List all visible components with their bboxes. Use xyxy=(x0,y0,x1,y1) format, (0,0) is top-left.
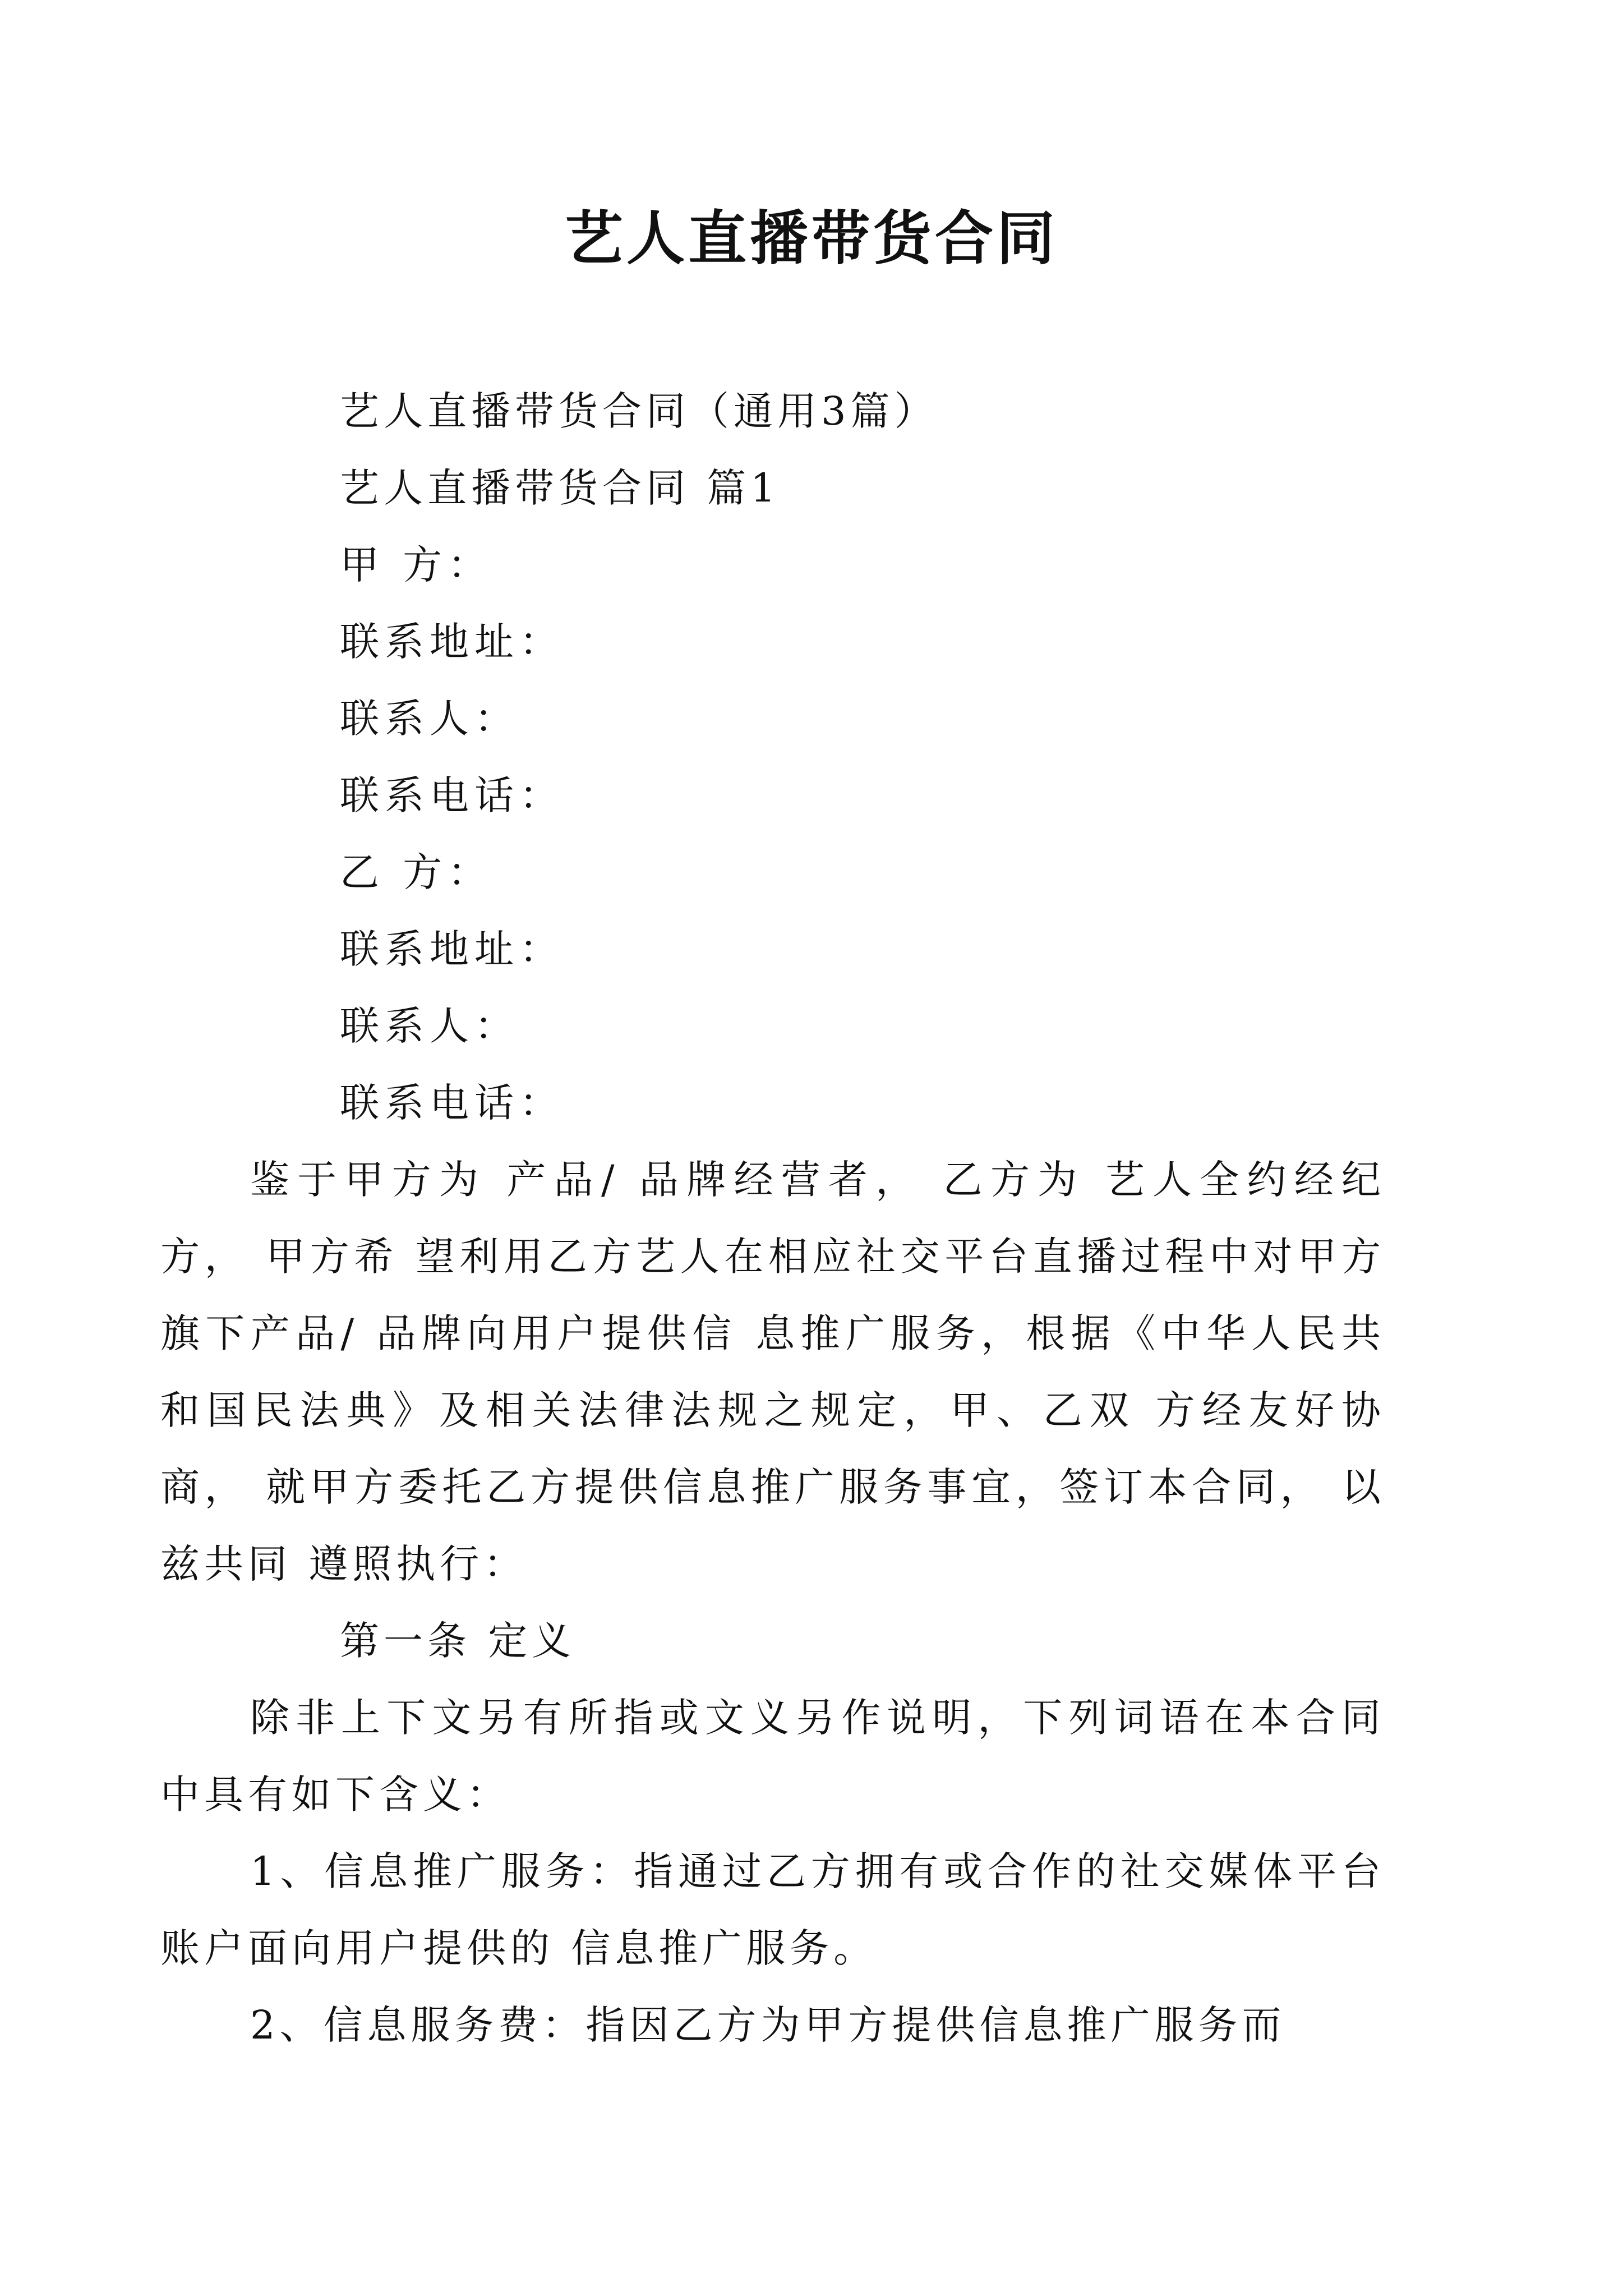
party-a-address-label: 联系地址： xyxy=(340,619,564,665)
subtitle: 艺人直播带货合同（通用3篇） xyxy=(340,388,938,434)
party-b-contact-label: 联系人： xyxy=(340,1003,519,1049)
party-a-label: 甲 方： xyxy=(340,542,493,588)
part-heading: 艺人直播带货合同 篇1 xyxy=(340,465,780,511)
party-b-address-label: 联系地址： xyxy=(340,926,564,972)
document-title: 艺人直播带货合同 xyxy=(564,204,1058,273)
definition-item: 2、信息服务费：指因乙方为甲方提供信息推广服务而 xyxy=(250,2002,1286,2048)
recital-paragraph: 鉴于甲方为 产品/ 品牌经营者， 乙方为 艺人全约经纪方， 甲方希 望利用乙方艺人在相应社交平台直播过程中对甲方旗下产品/ 品牌向用户提供信 息推广服务，根据《中华人民共和国民法典》及相关法律法规之规定，甲、乙双 方经友好协商， 就甲方委托乙方提供信息推广服务事宜，签订本合同， 以兹共同 遵照执行： xyxy=(160,1157,1385,1587)
document-body xyxy=(160,373,1385,2064)
article-1-intro: 除非上下文另有所指或文义另作说明，下列词语在本合同中具有如下含义： xyxy=(160,1695,1385,1818)
party-b-label: 乙 方： xyxy=(340,849,493,895)
party-a-contact-label: 联系人： xyxy=(340,696,519,742)
article-1-heading: 第一条 定义 xyxy=(340,1618,576,1664)
party-b-phone-label: 联系电话： xyxy=(340,1080,564,1126)
definition-item: 1、信息推广服务：指通过乙方拥有或合作的社交媒体平台账户面向用户提供的 信息推广服务。 xyxy=(160,1848,1385,1971)
party-a-phone-label: 联系电话： xyxy=(340,772,564,818)
